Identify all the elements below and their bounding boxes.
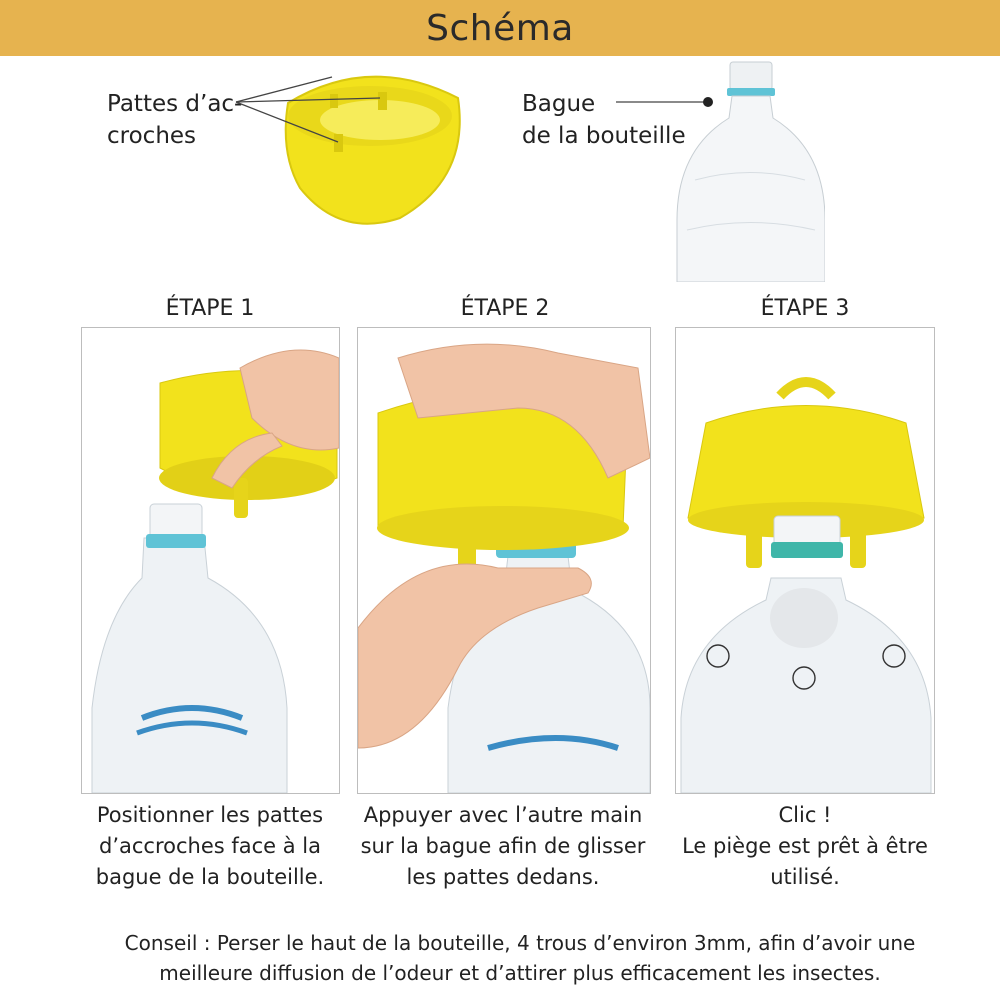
hooks-label: Pattes d’ac- croches [107, 91, 243, 149]
step-1-caption: Positionner les pattes d’accroches face à la bague de la bouteille. [95, 803, 325, 889]
header-band [0, 0, 1000, 56]
step-1-title: ÉTAPE 1 [165, 296, 255, 321]
step-3-caption: Clic ! Le piège est prêt à être utilisé. [682, 803, 928, 889]
step-3-title: ÉTAPE 3 [760, 296, 850, 321]
step-2-title: ÉTAPE 2 [460, 296, 550, 321]
ring-leader-line [610, 94, 720, 110]
ring-label: Bague de la bouteille [522, 91, 686, 149]
step-1-photo [81, 327, 340, 794]
step-2-caption: Appuyer avec l’autre main sur la bague afin de glisser les pattes dedans. [360, 803, 646, 889]
step-2-photo [357, 327, 651, 794]
page-title: Schéma [426, 7, 574, 49]
tip-text: Conseil : Perser le haut de la bouteille, 4 trous d’environ 3mm, afin d’avoir une meilleure diffusion de l’odeur et d’attirer plus efficacement les insectes. [124, 931, 916, 985]
hooks-leader-lines [230, 70, 390, 150]
step-3-photo [675, 327, 935, 794]
